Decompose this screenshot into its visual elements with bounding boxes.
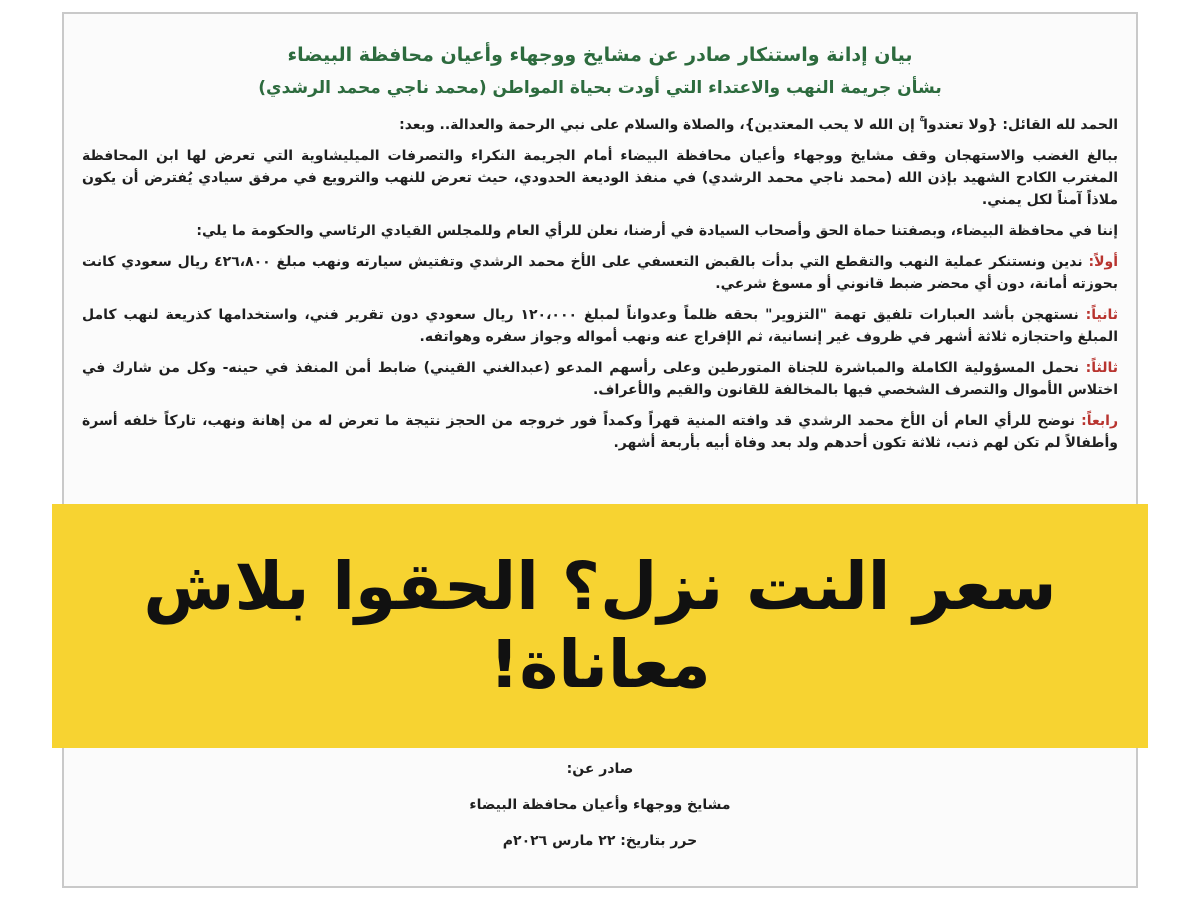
point-3: [82, 357, 1118, 401]
issuer-name: مشايخ ووجهاء وأعيان محافظة البيضاء: [469, 797, 731, 813]
headline-banner: [52, 504, 1148, 748]
document-footer: [64, 758, 1136, 866]
issue-date: حرر بتاريخ: ٢٢ مارس ٢٠٢٦م: [502, 833, 698, 849]
document-subtitle: بشأن جريمة النهب والاعتداء التي أودت بحياة المواطن (محمد ناجي محمد الرشدي): [258, 78, 942, 98]
point-1-text: ندين ونستنكر عملية النهب والتقطع التي بدأت بالقبض التعسفي على الأخ محمد الرشدي وتفتيش سيارته ونهب مبلغ ٤٢٦،٨٠٠ ريال سعودي كانت بحوزته أمانة، دون أي محضر ضبط قانوني أو مسوغ شرعي.: [82, 254, 1118, 292]
statement-document: [62, 12, 1138, 888]
document-title: بيان إدانة واستنكار صادر عن مشايخ ووجهاء وأعيان محافظة البيضاء: [287, 44, 913, 66]
banner-headline: سعر النت نزل؟ الحقوا بلاش معاناة!: [143, 548, 1057, 703]
point-2-lead: ثانياً:: [1085, 307, 1118, 323]
point-1-lead: أولاً:: [1088, 254, 1119, 270]
declaration-paragraph: إننا في محافظة البيضاء، وبصفتنا حماة الحق وأصحاب السيادة في أرضنا، نعلن للرأي العام وللمجلس القيادي الرئاسي والحكومة ما يلي:: [196, 223, 1118, 239]
point-4-text: نوضح للرأي العام أن الأخ محمد الرشدي قد وافته المنية قهراً وكمداً فور خروجه من الحجز نتيجة ما تعرض له من إهانة ونهب، تاركاً خلفه أسرة وأطفالاً لم تكن لهم ذنب، ثلاثة تكون أحدهم ولد بعد وفاة أبيه بأربعة أشهر.: [82, 413, 1118, 451]
point-1: [82, 251, 1118, 295]
intro-paragraph: ببالغ الغضب والاستهجان وقف مشايخ ووجهاء وأعيان محافظة البيضاء أمام الجريمة النكراء والتصرفات الميليشاوية التي تعرض لها ابن المحافظة المغترب الكادح الشهيد بإذن الله (محمد ناجي محمد الرشدي) في منفذ الوديعة الحدودي، حيث تعرض للنهب والترويع في مرفق سيادي يُفترض أن يكون ملاذاً آمناً لكل يمني.: [82, 148, 1118, 208]
issued-by-label: صادر عن:: [566, 761, 634, 777]
point-3-text: نحمل المسؤولية الكاملة والمباشرة للجناة المتورطين وعلى رأسهم المدعو (عبدالغني القيني) ضابط أمن المنفذ في حينه- وكل من شارك في اختلاس الأموال والتصرف الشخصي فيها بالمخالفة للقانون والقيم والأعراف.: [82, 360, 1118, 398]
point-2-text: نستهجن بأشد العبارات تلفيق تهمة "التزوير" بحقه ظلماً وعدواناً لمبلغ ١٢٠،٠٠٠ ريال سعودي دون تقرير فني، واستخدامها كذريعة لنهب كامل المبلغ واحتجازه ثلاثة أشهر في ظروف غير إنسانية، ثم الإفراج عنه ونهب أمواله وجواز سفره وهواتفه.: [82, 307, 1118, 345]
opening-paragraph: الحمد لله القائل: {ولا تعتدوا ۚ إن الله لا يحب المعتدين}، والصلاة والسلام على نبي الرحمة والعدالة.. وبعد:: [399, 117, 1118, 133]
point-2: [82, 304, 1118, 348]
point-4: [82, 410, 1118, 454]
point-4-lead: رابعاً:: [1081, 413, 1118, 429]
point-3-lead: ثالثاً:: [1085, 360, 1119, 376]
